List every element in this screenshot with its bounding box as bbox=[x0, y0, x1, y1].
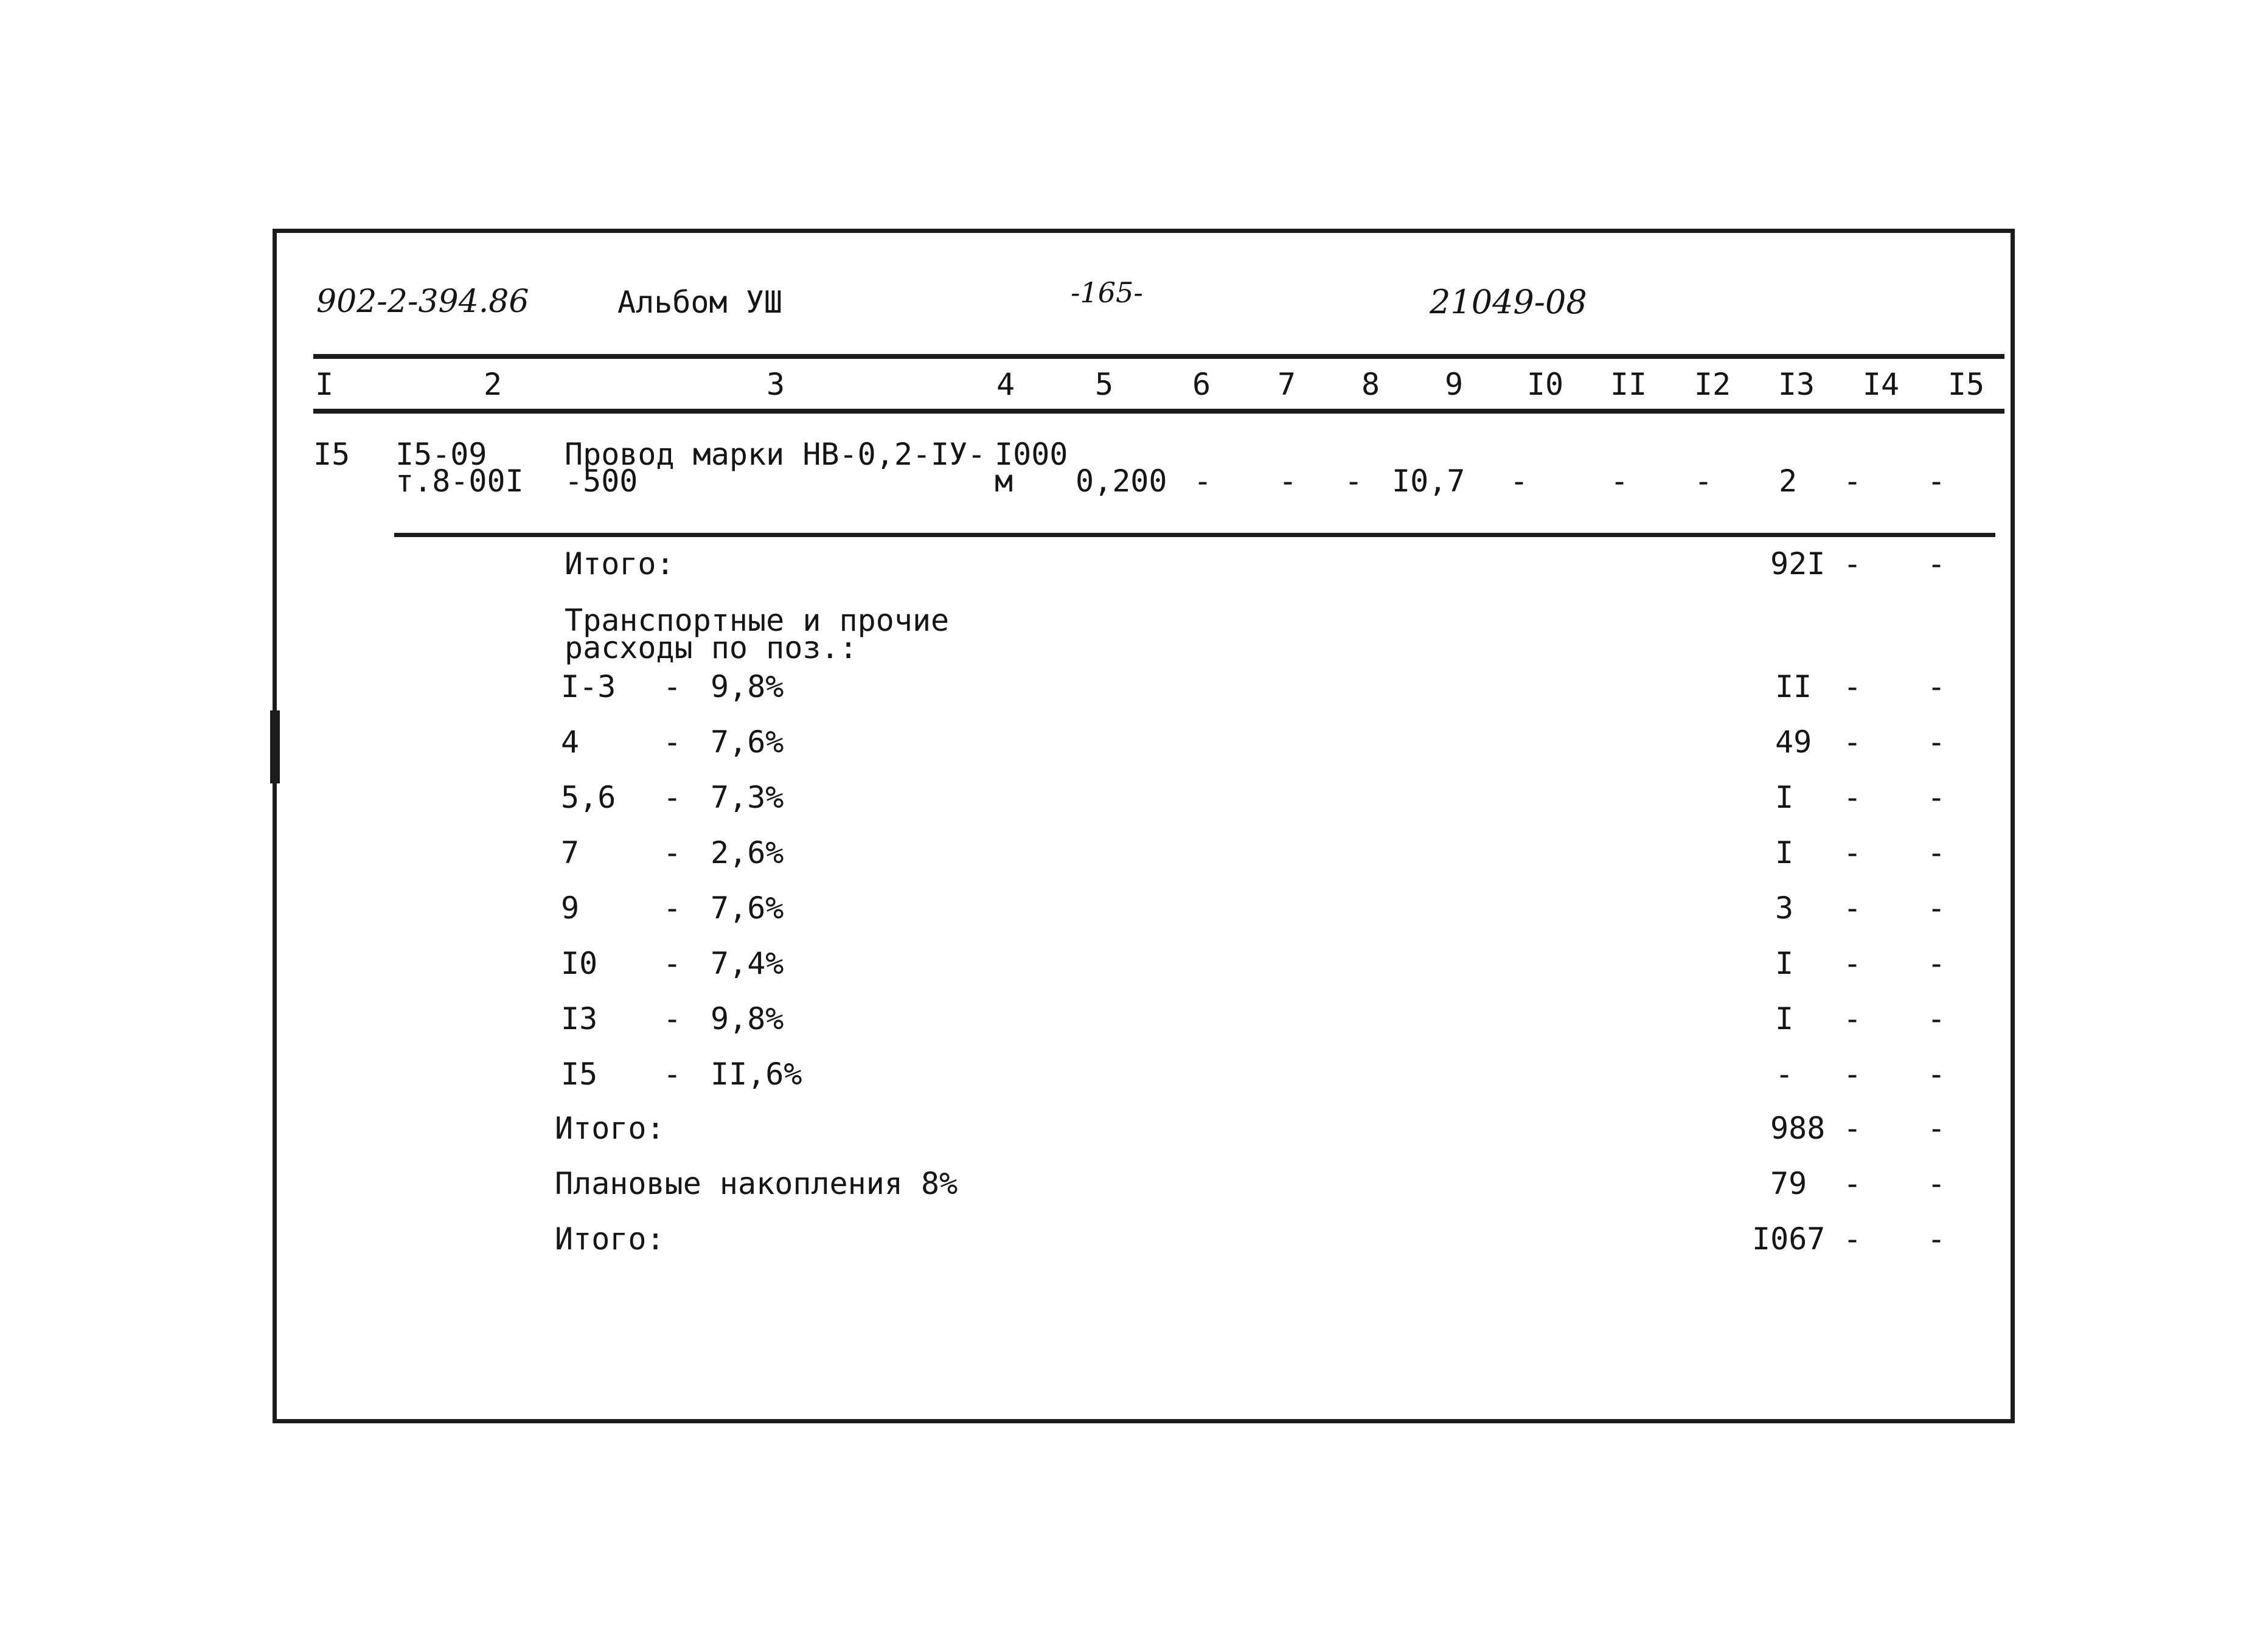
transport-pos: I5 bbox=[561, 1057, 598, 1092]
transport-dash: - bbox=[663, 669, 682, 704]
transport-pos: I0 bbox=[561, 946, 598, 981]
col-header-10: I0 bbox=[1526, 367, 1564, 402]
transport-dash: - bbox=[663, 835, 682, 870]
transport-pos: 4 bbox=[561, 724, 580, 760]
transport-pct: 2,6% bbox=[711, 835, 784, 870]
col-header-7: 7 bbox=[1277, 367, 1296, 402]
transport-pct: 7,3% bbox=[711, 780, 784, 815]
item-col12: - bbox=[1694, 463, 1713, 499]
col-header-4: 4 bbox=[996, 367, 1015, 402]
planned-col15: - bbox=[1927, 1166, 1946, 1201]
transport-pos: 5,6 bbox=[561, 780, 616, 815]
transport-col15: - bbox=[1927, 946, 1946, 981]
transport-pct: 7,6% bbox=[711, 724, 784, 760]
transport-pct: 9,8% bbox=[711, 1001, 784, 1036]
transport-dash: - bbox=[663, 1001, 682, 1036]
subtotal2-col15: - bbox=[1927, 1111, 1946, 1146]
transport-pct: II,6% bbox=[711, 1057, 802, 1092]
transport-dash: - bbox=[663, 890, 682, 926]
item-col8: - bbox=[1344, 463, 1363, 499]
header-rule-top bbox=[313, 354, 2004, 359]
transport-heading-2: расходы по поз.: bbox=[565, 630, 858, 665]
item-name-1: Провод марки НВ-0,2-IУ- bbox=[565, 437, 986, 472]
item-col5: 0,200 bbox=[1076, 463, 1167, 499]
album-label: Альбом УШ bbox=[617, 285, 782, 320]
archive-number: 21049-08 bbox=[1430, 283, 1587, 321]
transport-heading-1: Транспортные и прочие bbox=[565, 603, 950, 638]
transport-col13: 49 bbox=[1775, 724, 1812, 760]
item-col15: - bbox=[1927, 463, 1946, 499]
item-col14: - bbox=[1843, 463, 1862, 499]
col-header-5: 5 bbox=[1094, 367, 1114, 402]
item-code-2: т.8-00I bbox=[395, 463, 524, 499]
col-header-2: 2 bbox=[483, 367, 502, 402]
item-qty: I000 bbox=[995, 437, 1068, 472]
col-header-9: 9 bbox=[1444, 367, 1464, 402]
transport-pct: 7,4% bbox=[711, 946, 784, 981]
transport-col14: - bbox=[1843, 724, 1862, 760]
transport-pos: I3 bbox=[561, 1001, 598, 1036]
transport-col15: - bbox=[1927, 669, 1946, 704]
total-col15: - bbox=[1927, 1221, 1946, 1257]
subtotal-label: Итого: bbox=[565, 546, 675, 581]
col-header-11: II bbox=[1610, 367, 1647, 402]
planned-label: Плановые накопления 8% bbox=[555, 1166, 958, 1201]
subtotal2-col14: - bbox=[1843, 1111, 1862, 1146]
transport-col15: - bbox=[1927, 1001, 1946, 1036]
transport-col13: I bbox=[1775, 946, 1794, 981]
transport-col13: - bbox=[1775, 1057, 1794, 1092]
transport-pct: 7,6% bbox=[711, 890, 784, 926]
transport-col14: - bbox=[1843, 669, 1862, 704]
transport-col13: II bbox=[1775, 669, 1812, 704]
col-header-6: 6 bbox=[1192, 367, 1211, 402]
planned-col14: - bbox=[1843, 1166, 1862, 1201]
subtotal-col13: 92I bbox=[1770, 546, 1826, 581]
transport-col13: 3 bbox=[1775, 890, 1794, 926]
subtotal-rule bbox=[394, 533, 1995, 537]
transport-pos: 9 bbox=[561, 890, 580, 926]
transport-pos: 7 bbox=[561, 835, 580, 870]
item-col6: - bbox=[1194, 463, 1212, 499]
transport-dash: - bbox=[663, 780, 682, 815]
item-col7: - bbox=[1279, 463, 1298, 499]
doc-code: 902-2-394.86 bbox=[316, 283, 529, 320]
transport-col14: - bbox=[1843, 780, 1862, 815]
page-mark: -165- bbox=[1071, 276, 1143, 309]
item-pos: I5 bbox=[313, 437, 350, 472]
transport-dash: - bbox=[663, 724, 682, 760]
subtotal-col14: - bbox=[1843, 546, 1862, 581]
col-header-15: I5 bbox=[1947, 367, 1985, 402]
transport-col15: - bbox=[1927, 835, 1946, 870]
total-col13: I067 bbox=[1752, 1221, 1826, 1257]
col-header-13: I3 bbox=[1778, 367, 1815, 402]
transport-col14: - bbox=[1843, 1057, 1862, 1092]
item-col11: - bbox=[1610, 463, 1629, 499]
item-col13: 2 bbox=[1779, 463, 1798, 499]
transport-col15: - bbox=[1927, 780, 1946, 815]
transport-pos: I-3 bbox=[561, 669, 616, 704]
transport-col14: - bbox=[1843, 890, 1862, 926]
planned-col13: 79 bbox=[1770, 1166, 1807, 1201]
total-label: Итого: bbox=[555, 1221, 665, 1257]
col-header-1: I bbox=[315, 367, 334, 402]
total-col14: - bbox=[1843, 1221, 1862, 1257]
item-col10: - bbox=[1510, 463, 1529, 499]
transport-col13: I bbox=[1775, 780, 1794, 815]
transport-pct: 9,8% bbox=[711, 669, 784, 704]
col-header-14: I4 bbox=[1862, 367, 1900, 402]
subtotal-col15: - bbox=[1927, 546, 1946, 581]
col-header-12: I2 bbox=[1694, 367, 1731, 402]
subtotal2-label: Итого: bbox=[555, 1111, 665, 1146]
binding-mark bbox=[270, 710, 280, 783]
transport-col14: - bbox=[1843, 1001, 1862, 1036]
transport-col13: I bbox=[1775, 835, 1794, 870]
transport-col14: - bbox=[1843, 835, 1862, 870]
item-code-1: I5-09 bbox=[395, 437, 487, 472]
subtotal2-col13: 988 bbox=[1770, 1111, 1826, 1146]
col-header-8: 8 bbox=[1361, 367, 1380, 402]
item-unit: м bbox=[995, 463, 1013, 499]
transport-col15: - bbox=[1927, 1057, 1946, 1092]
transport-col13: I bbox=[1775, 1001, 1794, 1036]
header-rule-bottom bbox=[313, 409, 2004, 414]
transport-col15: - bbox=[1927, 890, 1946, 926]
transport-dash: - bbox=[663, 1057, 682, 1092]
transport-dash: - bbox=[663, 946, 682, 981]
col-header-3: 3 bbox=[766, 367, 785, 402]
item-col9: I0,7 bbox=[1392, 463, 1465, 499]
item-name-2: -500 bbox=[565, 463, 638, 499]
transport-col14: - bbox=[1843, 946, 1862, 981]
transport-col15: - bbox=[1927, 724, 1946, 760]
